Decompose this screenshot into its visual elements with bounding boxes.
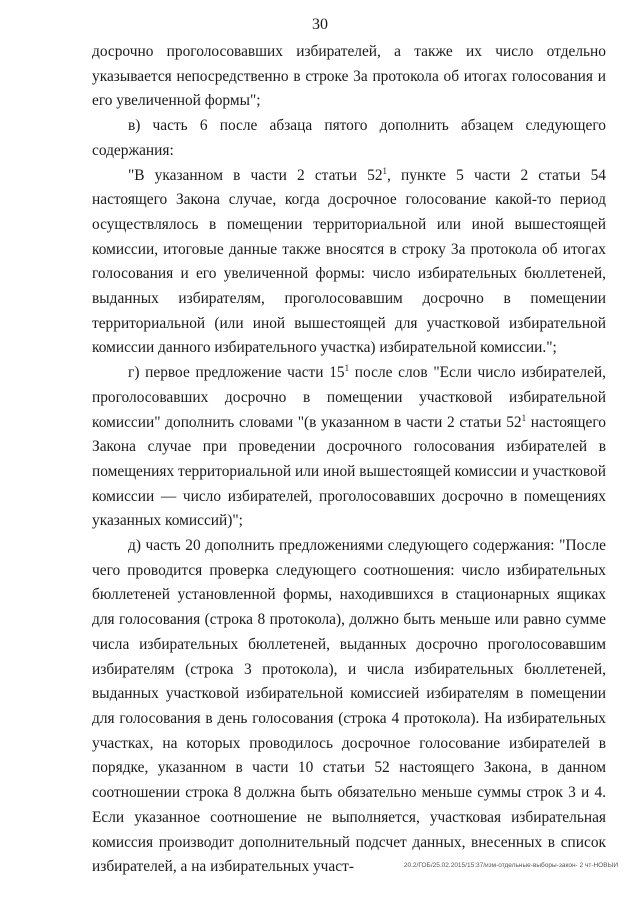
paragraph-item-d: д) часть 20 дополнить предложениями следующего содержания: "После чего проводится проверка следующего соотношения: число избирательных бюллетеней установленной формы, находившихся в стационарных ящиках для голосования (строка 8 протокола), должно быть меньше или равно сумме числа избирательных бюллетеней, выданных досрочно проголосовавшим избирателям (строка 3 протокола), и числа избирательных бюллетеней, выданных участковой избирательной комиссией избирателям в помещении для голосования в день голосования (строка 4 протокола). На избирательных участках, на которых проводилось досрочное голосование избирателей в порядке, указанном в части 10 статьи 52 настоящего Закона, в данном соотношении строка 8 должна быть обязательно меньше суммы строк 3 и 4. Если указанное соотношение не выполняется, участковая избирательная комиссия производит дополнительный подсчет данных, внесенных в список избирателей, а на избирательных участ- [92, 537, 606, 876]
text-fragment: после слов "Если число избирателей, проголосовавших досрочно в помещении участковой избирательной комиссии" дополнить словами "(в указанном в части 2 статьи 52 [92, 364, 607, 431]
text-fragment: "В указанном в части 2 статьи 52 [128, 166, 383, 184]
superscript: 1 [521, 412, 527, 423]
text-fragment: г) первое предложение части 15 [128, 364, 345, 382]
superscript: 1 [344, 363, 350, 374]
page-number: 30 [312, 16, 328, 33]
paragraph-item-v: в) часть 6 после абзаца пятого дополнить абзацем следующего содержания: [92, 117, 606, 159]
footer-document-id: 20.2/ГОБ/25.02.2015/15:37/изм-отдельные-выборы-закон- 2 чт-НОВЫЙ [403, 862, 618, 869]
text-fragment: настоящего Закона случае при проведении досрочного голосования избирателей в помещениях территориальной или иной вышестоящей комиссии и участковой комиссии — число избирателей, проголосовавших досрочно в помещениях указанных комиссий)"; [92, 413, 606, 530]
paragraph-item-g [92, 361, 606, 534]
document-body [92, 40, 606, 880]
superscript: 1 [382, 165, 388, 176]
paragraph-continuation: досрочно проголосовавших избирателей, а также их число отдельно указывается непосредственно в строке 3а протокола об итогах голосования и его увеличенной формы"; [92, 43, 606, 110]
paragraph-quote [92, 164, 606, 362]
text-fragment: , пункте 5 части 2 статьи 54 настоящего Закона случае, когда досрочное голосование какой-то период осуществлялось в помещении территориальной или иной вышестоящей комиссии, итоговые данные также вносятся в строку 3а протокола об итогах голосования и его увеличенной формы: число избирательных бюллетеней, выданных избирателям, проголосовавшим досрочно в помещении территориальной (или иной вышестоящей для участковой избирательной комиссии данного избирательного участка) избирательной комиссии."; [92, 166, 606, 357]
